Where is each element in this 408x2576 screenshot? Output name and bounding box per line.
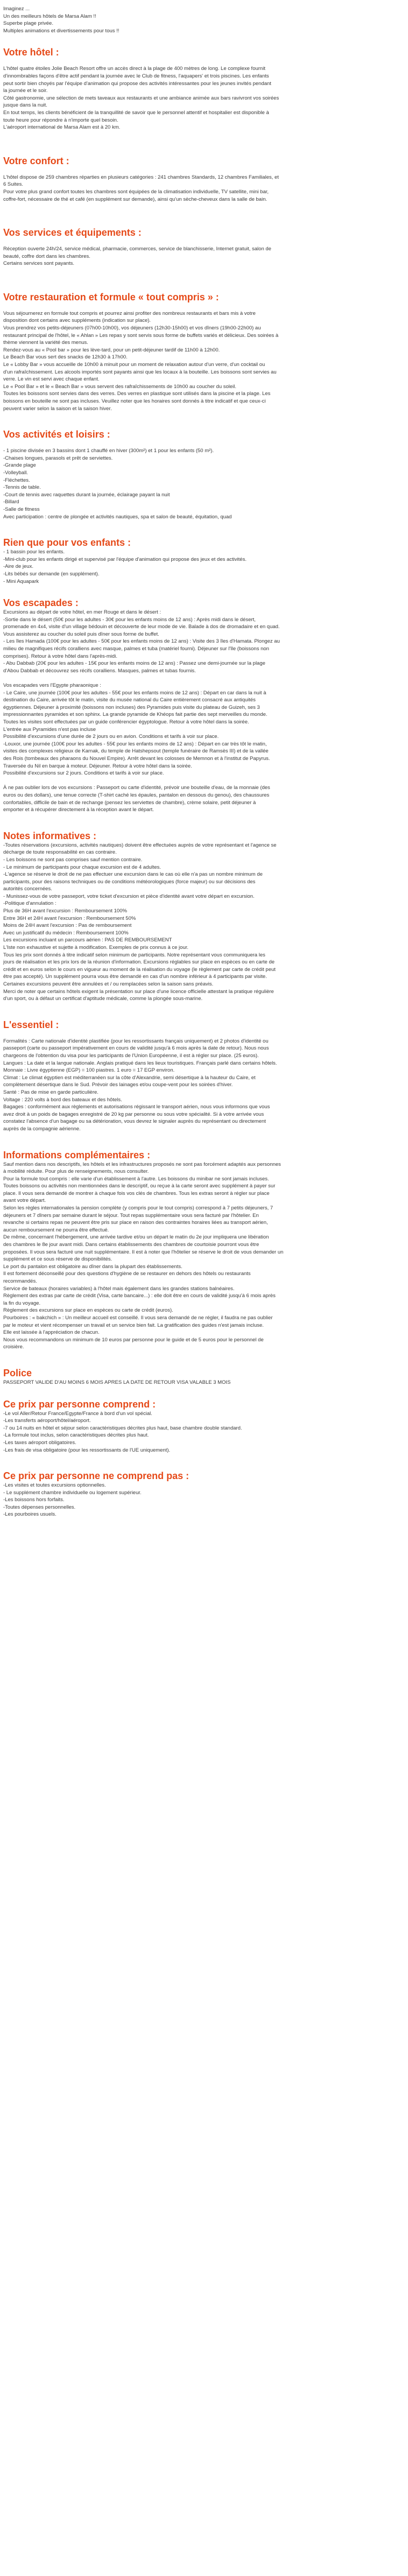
text-line: -Toutes dépenses personnelles.	[3, 1504, 76, 1510]
text-line: autorités concernées.	[3, 886, 52, 892]
text-line: - 1 bassin pour les enfants.	[3, 549, 65, 555]
text-line: déjeuners et 7 dîners par semaine durant le séjour. Tout repas supplémentaire vous sera facturé par l'hôtelier. En	[3, 1212, 259, 1219]
text-line: Toutes les visites sont effectuées par un guide conférencier égyptologue. Retour à votre hôtel dans la soirée.	[3, 719, 249, 725]
text-line: -Les transferts aéroport/hôtel/aéroport.	[3, 1418, 91, 1424]
text-line: En tout temps, les clients bénéficient de la tranquillité de savoir que le personnel attentif et hospitalier est disponible à	[3, 109, 269, 116]
text-line: Certaines excursions peuvent être annulées et / ou remplacées selon la saison sans préavis.	[3, 981, 214, 987]
text-line: -7 ou 14 nuits en hôtel et séjour selon caractéristiques décrites plus haut, base chambre double standard.	[3, 1425, 242, 1431]
text-line: Le Beach Bar vous sert des snacks de 12h30 à 17h00.	[3, 354, 128, 361]
section-body-escapades	[3, 609, 398, 814]
text-line: jours de réalisation et les prix lors de la réunion d'information. Excursions réglables sur place en espèces ou en carte de	[3, 959, 275, 966]
text-line: Vous prendrez vos petits-déjeuners (07h00-10h00), vos déjeuners (12h30-15h00) et vos dîners (19h00-22h00) au	[3, 325, 261, 332]
text-line: chargeons de l'obtention du visa pour les participants de l'Union Européenne, il est à régler sur place. (25 euros).	[3, 1052, 259, 1059]
text-line: L'hôtel dispose de 259 chambres réparties en plusieurs catégories : 241 chambres Standards, 12 chambres Familiales, et	[3, 174, 279, 180]
text-line: revanche si certains repas ne peuvent être pris sur place en raison des contraintes horaires liées au transport aérien,	[3, 1220, 268, 1226]
section-body-police	[3, 1379, 398, 1386]
text-line: être pas accepté). Un supplément pourra vous être demandé en cas d'un nombre inférieur à 4 participants par visite.	[3, 974, 267, 980]
text-line: décharge de toute responsabilité en cas contraire.	[3, 849, 117, 856]
section-title-confort: Votre confort :	[3, 155, 69, 166]
text-line: recommandés.	[3, 1278, 37, 1284]
text-line: coffre-fort, nécessaire de thé et café (en supplément sur demande), ainsi qu'un sèche-cheveux dans la salle de bain.	[3, 196, 268, 202]
section-body-essentiel	[3, 1038, 398, 1133]
text-line: Le « Lobby Bar » vous accueille de 10h00 à minuit pour un moment de relaxation autour d'un verre, d'un cocktail ou	[3, 362, 265, 368]
section-body-services	[3, 245, 398, 268]
text-line: destination du Caire, arrivée tôt le matin, visite du musée national du Caire entièrement consacré aux antiquités	[3, 697, 256, 703]
text-line: 6 Suites.	[3, 181, 23, 188]
section-title-activites: Vos activités et loisirs :	[3, 429, 110, 440]
text-line: d'innombrables façons d'être actif pendant la journée avec le Club de fitness, l'aquapers' et trois piscines. Les enfants	[3, 73, 269, 79]
section-body-comprend	[3, 1410, 398, 1454]
section-title-hotel: Votre hôtel :	[3, 47, 59, 58]
text-line: Réception ouverte 24h/24, service médical, pharmacie, commerces, service de blanchisserie, Internet gratuit, salon de	[3, 246, 271, 252]
text-line: Avec participation : centre de plongée et activités nautiques, spa et salon de beauté, équitation, quad	[3, 513, 232, 520]
text-line: - Mini Aquapark	[3, 578, 39, 585]
text-line: Excursions au départ de votre hôtel, en mer Rouge et dans le désert :	[3, 609, 161, 616]
text-line: Santé : Pas de mise en garde particulière.	[3, 1089, 99, 1095]
text-line: supplément et ce sous réserve de disponibilités.	[3, 1256, 112, 1263]
text-line: Service de bateaux (horaires variables) à l'hôtel mais également dans les grandes stations balnéaires.	[3, 1285, 235, 1292]
text-line: - 1 piscine divisée en 3 bassins dont 1 chauffé en hiver (300m²) et 1 pour les enfants (50 m²).	[3, 448, 214, 454]
section-title-restauration: Votre restauration et formule « tout compris » :	[3, 291, 219, 302]
text-line: auprès de la compagnie aérienne.	[3, 1125, 81, 1132]
intro-line: Un des meilleurs hôtels de Marsa Alam !!	[3, 13, 96, 19]
section-title-services: Vos services et équipements :	[3, 227, 142, 238]
text-line: la fin du voyage.	[3, 1300, 41, 1306]
section-body-hotel	[3, 65, 398, 131]
intro-line: Imaginez ...	[3, 6, 30, 12]
text-line: Moins de 24H avant l'excursion : Pas de remboursement	[3, 923, 132, 929]
text-line: impressionnantes pyramides et son sphinx. La grande pyramide de Khéops fait partie des sept merveilles du monde.	[3, 712, 268, 718]
text-line	[3, 777, 398, 785]
text-line: Plus de 36H avant l'excursion : Remboursement 100%	[3, 908, 127, 914]
section-body-enfants	[3, 548, 398, 585]
text-line: confortables, difficile de bain et de rechange (pensez les serviettes de chambre), crème solaire, petit déjeuner à	[3, 799, 256, 806]
text-line: constatez l'absence d'un bagage ou sa détérioration, vous devrez le signaler auprès du représentant ou directement	[3, 1118, 266, 1125]
text-line: De même, concernant l'hébergement, une arrivée tardive et/ou un départ le matin du 2e jour impliquera une libération	[3, 1234, 269, 1241]
text-line: Monnaie : Livre égyptienne (EGP) = 100 piastres. 1 euro = 17 EGP environ.	[3, 1067, 175, 1074]
text-line: L'hôtel quatre étoiles Jolie Beach Resort offre un accès direct à la plage de 400 mètres de long. Le complexe fournit	[3, 66, 265, 72]
text-line: Le « Pool Bar » et le « Beach Bar » vous servent des rafraîchissements de 10h00 au coucher du soleil.	[3, 383, 237, 390]
section-title-comprend: Ce prix par personne comprend :	[3, 1398, 156, 1410]
text-line: complètement désertique dans le Sud. Prévoir des lainages et/ou coupe-vent pour les soirées d'hiver.	[3, 1082, 233, 1088]
text-line: -Les boissons hors forfaits.	[3, 1497, 65, 1503]
text-line: Formalités : Carte nationale d'identité plastifiée (pour les ressortissants français uniquement) et 2 photos d'identité ou	[3, 1038, 269, 1044]
text-line: à mobilité réduite. Pour plus de renseignements, nous consulter.	[3, 1169, 149, 1175]
text-line: -Toutes réservations (excursions, activités nautiques) doivent être effectuées auprès de votre représentant et l'agence se	[3, 842, 277, 848]
text-line: Langues : La date et la langue nationale. Anglais pratiqué dans les lieux touristiques. Français parlé dans certains hôtels.	[3, 1060, 277, 1066]
text-line: - Les îles Hamada (100€ pour les adultes - 50€ pour les enfants moins de 12 ans) : Visite des 3 îles d'Hamata. Plongez au	[3, 638, 280, 645]
section-title-essentiel: L'essentiel :	[3, 1019, 59, 1030]
text-line: Voltage : 220 volts à bord des bateaux et des hôtels.	[3, 1096, 122, 1103]
section-title-ne-comprend: Ce prix par personne ne comprend pas :	[3, 1470, 189, 1482]
text-line: - Abu Dabbab (20€ pour les adultes - 15€ pour les enfants moins de 12 ans) : Passez une demi-journée sur la plage	[3, 660, 265, 667]
text-line: -Les pourboires usuels.	[3, 1511, 57, 1518]
text-line: - Munissez-vous de votre passeport, votre ticket d'excursion et pièce d'identité avant votre départ en excursion.	[3, 893, 255, 899]
text-line: Pourboires : « bakchich » : Un meilleur accueil est conseillé. Il vous sera demandé de ne régler, il faudra ne pas oublier	[3, 1314, 273, 1321]
text-line: comprises). Retour à votre hôtel dans l'après-midi.	[3, 653, 117, 659]
text-line: participants, pour des raisons techniques ou de conditions météorologiques (force majeur) ou sur décisions des	[3, 878, 256, 885]
text-line: Vos escapades vers l'Egypte pharaonique :	[3, 682, 101, 689]
text-line: Selon les règles internationales la pension complète (y compris pour le tout compris) correspond à 7 petits déjeuners, 7	[3, 1205, 273, 1212]
text-line: égyptiennes. Déjeuner à proximité (boissons non incluses) des Pyramides puis visite du plateau de Guizeh, ses 3	[3, 704, 260, 710]
text-line: Côté gastronomie, une sélection de mets taveaux aux restaurants et une ambiance animée aux bars ravivront vos soirées	[3, 95, 279, 101]
text-line: des chambres le 8e jour avant midi. Dans certains établissements des chambres de courtoisie pourront vous être	[3, 1242, 259, 1248]
text-line: restaurant principal de l'hôtel, le « Ahlan » Les repas y sont servis sous forme de buffets variés et délicieux. Des soirées à	[3, 332, 279, 339]
section-title-infos: Informations complémentaires :	[3, 1149, 151, 1160]
text-line: par le moteur et vient récompenser un travail et un service bien fait. La gratification des guides n'est jamais incluse.	[3, 1322, 264, 1328]
section-body-restauration	[3, 310, 398, 412]
section-title-notes: Notes informatives :	[3, 830, 97, 841]
text-line: Règlement des extras par carte de crédit (Visa, carte bancaire...) : elle doit être en cours de validité jusqu'à 6 mois après	[3, 1293, 276, 1299]
text-line: croisière.	[3, 1344, 24, 1350]
text-line: Il est fortement déconseillé pour des questions d'hygiène de se restaurer en dehors des hôtels ou restaurants	[3, 1271, 251, 1277]
text-line: -Les taxes aéroport obligatoires.	[3, 1439, 76, 1446]
text-line: -Sortie dans le désert (50€ pour les adultes - 30€ pour les enfants moins de 12 ans) : Après midi dans le désert,	[3, 616, 256, 623]
intro-block	[3, 5, 398, 34]
text-line: verre. Le vin est servi avec chaque enfant.	[3, 376, 100, 383]
text-line: -Salle de fitness	[3, 506, 40, 512]
text-line: -Court de tennis avec raquettes durant la journée, éclairage payant la nuit	[3, 491, 170, 498]
text-line: Tous les prix sont donnés à titre indicatif selon minimum de participants. Notre représentant vous communiquera les	[3, 952, 265, 958]
text-line: crédit et en euros selon le cours en vigueur au moment de la réalisation du voyage (le règlement par carte de crédit peut	[3, 966, 276, 973]
text-line: - Le minimum de participants pour chaque excursion est de 4 adultes.	[3, 864, 161, 870]
text-line	[3, 674, 398, 682]
section-body-infos	[3, 1161, 398, 1351]
text-line: -Billard	[3, 499, 19, 505]
text-line: -Les frais de visa obligatoire (pour les ressortissants de l'UE uniquement).	[3, 1447, 171, 1453]
text-line: place. Il vous sera demandé de montrer à chaque fois vos clés de chambres. Tous les extras seront à régler sur place	[3, 1190, 270, 1196]
text-line: passeport (carte ou passeport impérativement en cours de validité jusqu'à 6 mois après la date de retour). Nous nous	[3, 1045, 269, 1052]
text-line: À ne pas oublier lors de vos excursions : Passeport ou carte d'identité, prévoir une bouteille d'eau, de la monnaie (des	[3, 785, 270, 791]
text-line: L'aéroport international de Marsa Alam est à 20 km.	[3, 124, 121, 131]
text-line: Pour votre plus grand confort toutes les chambres sont équipées de la climatisation individuelle, TV satellite, mini bar,	[3, 188, 269, 195]
text-line: Le port du pantalon est obligatoire au dîner dans la plupart des établissements.	[3, 1263, 182, 1270]
text-line: peuvent varier selon la saison et la saison hiver.	[3, 405, 112, 412]
text-line: Toutes boissons ou activités non mentionnées dans le descriptif, ou reçue à la carte seront avec supplément à payer sur	[3, 1183, 276, 1190]
text-line: Sauf mention dans nos descriptifs, les hôtels et les infrastructures proposés ne sont pas forcément adaptés aux personnes	[3, 1161, 281, 1167]
text-line: Climat : Le climat égyptien est méditerranéen sur la côte d'Alexandrie, semi désertique à la hauteur du Caire, et	[3, 1074, 256, 1081]
text-line: aucun remboursement ne pourra être effectué.	[3, 1227, 109, 1233]
text-line: Nous vous recommandons un minimum de 10 euros par personne pour le guide et de 5 euros pour le personnel de	[3, 1336, 264, 1343]
text-line: -Le vol Aller/Retour France/Egypte/France à bord d'un vol spécial.	[3, 1410, 152, 1417]
text-line: visites des complexes religieux de Karnak, du temple de Hatshepsout (temple funéraire de Ramsès III) et de la vallée	[3, 748, 269, 755]
text-line: - Le Caire, une journée (100€ pour les adultes - 55€ pour les enfants moins de 12 ans) : Départ en car dans la nuit à	[3, 689, 266, 696]
text-line: -Grande plage	[3, 462, 36, 469]
text-line: Elle est laissée à l'appréciation de chacun.	[3, 1329, 100, 1336]
text-line: Vous assisterez au coucher du soleil puis dîner sous forme de buffet.	[3, 631, 159, 637]
text-line: emporter et à récupérer directement à la réception avant le départ.	[3, 807, 154, 813]
text-line: -Les visites et toutes excursions optionnelles.	[3, 1482, 106, 1489]
text-line: PASSEPORT VALIDE D'AU MOINS 6 MOIS APRES LA DATE DE RETOUR VISA VALABLE 3 MOIS	[3, 1379, 231, 1385]
text-line: des Rois (tombeaux des pharaons du Nouvel Empire). Arrêt devant les colosses de Memnon et à l'institut de Papyrus.	[3, 755, 270, 762]
text-line: avez droit à un poids de bagages enregistré de 20 kg par personne ou sous votre spécialité. Si à votre arrivée vous	[3, 1111, 264, 1117]
text-line: - Les boissons ne sont pas comprises sauf mention contraire.	[3, 856, 143, 863]
text-line: la journée et le soir.	[3, 88, 48, 94]
text-line: milieu de magnifiques récifs coralliens avec masque, palmes et tuba (matériel fourni). Déjeuner sur l'île (boissons non	[3, 646, 269, 652]
text-line: -Chaises longues, parasols et prêt de serviettes.	[3, 455, 113, 461]
text-line: -L'agence se réserve le droit de ne pas effectuer une excursion dans le cas où elle n'a pas un nombre minimum de	[3, 871, 263, 878]
text-line: Possibilité d'excursions sur 2 jours. Conditions et tarifs à voir sur place.	[3, 770, 164, 777]
text-line: Avec un justificatif du médecin : Remboursement 100%	[3, 930, 129, 936]
section-body-confort	[3, 174, 398, 203]
text-line: -Louxor, une journée (100€ pour les adultes - 55€ pour les enfants moins de 12 ans) : Départ en car très tôt le matin,	[3, 741, 267, 747]
text-line: -Tennis de table.	[3, 484, 41, 491]
text-line: beauté, coffre dort dans les chambres.	[3, 253, 90, 259]
text-line: -Aire de jeux.	[3, 564, 33, 570]
text-line: Certains services sont payants.	[3, 261, 75, 267]
text-line: - Le supplément chambre individuelle ou logement supérieur.	[3, 1489, 142, 1496]
text-line: disposition dont certains avec suppléments (indication sur place).	[3, 318, 151, 324]
text-line: toute heure pour répondre à n'importe quel besoin.	[3, 117, 118, 123]
text-line: boissons en bouteille ne sont pas incluses. Veuillez noter que les horaires sont donnés à titre indicatif et que ceux-ci	[3, 398, 266, 404]
text-line: Règlement des excursions sur place en espèces ou carte de crédit (euros).	[3, 1307, 173, 1314]
text-line: proposées. Il vous sera facturé une nuit supplémentaire. Il est à noter que l'hôtelier se réserve le droit de vous demander un	[3, 1249, 284, 1255]
text-line: Entre 36H et 24H avant l'excursion : Remboursement 50%	[3, 915, 136, 921]
text-line: d'un sport, ou à défaut un certificat d'aptitude médicale, comme la plongée sous-marine.	[3, 996, 203, 1002]
text-line: Pour la formule tout compris : elle varie d'un établissement à l'autre. Les boissons du minibar ne sont jamais incluses.	[3, 1176, 269, 1182]
text-line: euros ou des dollars), une tenue correcte (T-shirt caché les épaules, pantalon en dessous du genou), des chaussures	[3, 792, 270, 798]
text-line: Toutes les boissons sont servies dans des verres. Des verres en plastique sont utilisés dans la piscine et la plage. Les	[3, 391, 271, 397]
text-line: Rendez-vous au « Pool bar » pour les lève-tard, pour un petit-déjeuner tardif de 11h00 à 12h00.	[3, 347, 220, 353]
text-line: avant votre départ.	[3, 1198, 46, 1204]
text-line: Traversée du Nil en barque à moteur. Déjeuner. Retour à votre hôtel dans la soirée.	[3, 763, 192, 769]
section-body-ne-comprend	[3, 1482, 398, 1518]
section-title-police: Police	[3, 1367, 32, 1378]
intro-line: Multiples animations et divertissements pour tous !!	[3, 27, 119, 34]
section-title-escapades: Vos escapades :	[3, 597, 79, 609]
text-line: d'un rafraîchissement. Les alcools importés sont payants ainsi que les locaux à la bouteille. Les boissons sont servies au	[3, 369, 277, 375]
text-line: L'entrée aux Pyramides n'est pas incluse	[3, 726, 96, 733]
text-line: -La formule tout inclus, selon caractéristiques décrites plus haut.	[3, 1432, 149, 1439]
section-title-enfants: Rien que pour vos enfants :	[3, 537, 131, 548]
text-line: L'Iste non exhaustive et sujette à modification. Exemples de prix connus à ce jour.	[3, 945, 189, 951]
text-line: -Volleyball.	[3, 469, 28, 476]
text-line: Merci de noter que certains hôtels exigent la présentation sur place d'une licence officielle attestant la pratique régulière	[3, 988, 274, 995]
text-line: Bagages : conformément aux règlements et autorisations régissant le transport aérien, nous vous informons que vous	[3, 1104, 270, 1110]
text-line: -Mini-club pour les enfants dirigé et supervisé par l'équipe d'animation qui propose des jeux et des activités.	[3, 556, 247, 562]
text-line: -Politique d'annulation :	[3, 900, 57, 907]
text-line: jusque dans la nuit.	[3, 102, 47, 109]
text-line: -Lits bébés sur demande (en supplément).	[3, 571, 100, 577]
section-body-activites	[3, 447, 398, 520]
text-line: Vous séjournerez en formule tout compris et pourrez ainsi profiter des nombreux restaurants et bars mis à votre	[3, 310, 256, 316]
text-line: Possibilité d'excursions d'une durée de 2 jours ou en avion. Conditions et tarifs à voir sur place.	[3, 734, 219, 740]
text-line: -Fléchettes.	[3, 477, 30, 483]
section-body-notes	[3, 842, 398, 1003]
text-line: Les excursions incluant un parcours aérien : PAS DE REMBOURSEMENT	[3, 937, 172, 944]
text-line: d'Abou Dabbab et découvrez ses récifs coralliens. Masques, palmes et tubas fournis.	[3, 667, 196, 674]
text-line: promenade en 4x4, visite d'un village bédouin et découverte de leur mode de vie. Balade à dos de dromadaire et en quad.	[3, 624, 280, 630]
intro-line: Superbe plage privée.	[3, 20, 53, 27]
text-line: peut sortir bien choyés par l'équipe d'animation qui propose des activités intéressantes pour les jeunes invités pendant	[3, 80, 271, 87]
text-line: thème viennent la variété des menus.	[3, 340, 88, 346]
